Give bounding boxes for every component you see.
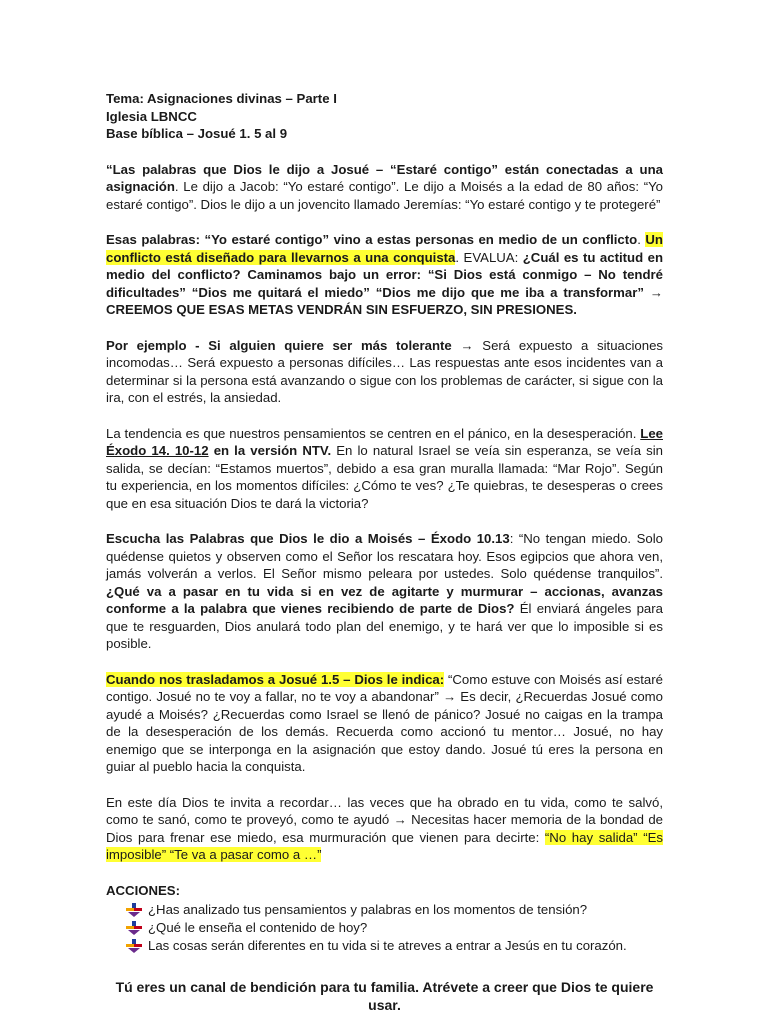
actions-title: ACCIONES:: [106, 882, 180, 898]
paragraph-4: [106, 425, 663, 513]
p2-bold-1: Esas palabras: “Yo estaré contigo” vino a estas personas en medio de un conflicto: [106, 232, 638, 247]
arrow-down-bullet-icon: [126, 939, 142, 953]
p2-mid: . EVALUA:: [455, 249, 523, 265]
paragraph-2: [106, 231, 663, 319]
paragraph-6: [106, 671, 663, 776]
actions-list: [106, 901, 663, 955]
p4-bold: en la versión NTV.: [208, 443, 332, 458]
actions-section: [106, 882, 663, 956]
p5-bold-1: Escucha las Palabras que Dios le dio a Moisés – Éxodo 10.13: [106, 531, 510, 546]
header-bible-base: Base bíblica – Josué 1. 5 al 9: [106, 126, 288, 141]
p5-text: Él enviará ángeles para que te resguarden, Dios anulará todo plan del enemigo, y te hará ver que lo imposible si es posible.: [106, 601, 663, 651]
p4-text: En lo natural Israel se veía sin esperanza, se veía sin salida, se decían: “Estamos muertos”, debido a esa gran muralla llamada: “Mar Rojo”. Según tu experiencia, en los momentos difíciles: ¿Cómo te ves? ¿Te quiebras, te desesperas o crees que en esa situación Dios te dará la victoria?: [106, 443, 663, 511]
list-item: [126, 919, 663, 937]
paragraph-5: [106, 530, 663, 653]
p7-start: En este día Dios te invita a recordar… las veces que ha obrado en tu vida, como te salvó, como te sanó, como te proveyó, como te ayudó → Necesitas hacer memoria de la bondad de Dios para frenar ese miedo, esa murmuración que vienen para decirte:: [106, 794, 663, 845]
p2-bold-2: ¿Cuál es tu actitud en medio del conflicto? Caminamos bajo un error: “Si Dios está conmigo – No tendré dificultades” “Dios me quitará el miedo” “Dios me dijo que me iba a transformar” → CREEMOS QUE ESAS METAS VENDRÁN SIN ESFUERZO, SIN PRESIONES.: [106, 249, 663, 317]
p5-mid: : “No tengan miedo. Solo quédense quietos y observen como el Señor los rescatara hoy. Esos egipcios que ahora ven, jamás volverán a verlos. El Señor mismo peleara por ustedes. Solo quédense tranquilos”.: [106, 531, 663, 581]
header-theme: Tema: Asignaciones divinas – Parte I: [106, 91, 337, 106]
p4-start: La tendencia es que nuestros pensamientos se centren en el pánico, en la desesperación.: [106, 425, 641, 441]
p6-highlight: Cuando nos trasladamos a Josué 1.5 – Dios le indica:: [106, 671, 445, 687]
action-item-text: Las cosas serán diferentes en tu vida si te atreves a entrar a Jesús en tu corazón.: [148, 938, 627, 954]
p5-bold-2: ¿Qué va a pasar en tu vida si en vez de agitarte y murmurar – accionas, avanzas conforme a la palabra que vienes recibiendo de parte de Dios?: [106, 583, 663, 616]
document-header: [106, 90, 663, 143]
p4-bible-ref: Lee Éxodo 14. 10-12: [106, 425, 663, 458]
paragraph-1: [106, 161, 663, 214]
closing-statement: Tú eres un canal de bendición para tu familia. Atrévete a creer que Dios te quiere usar.: [115, 979, 654, 1013]
header-church: Iglesia LBNCC: [106, 108, 197, 124]
p7-highlight: “No hay salida” “Es imposible” “Te va a pasar como a …”: [106, 829, 663, 862]
list-item: [126, 937, 663, 955]
p3-bold: Por ejemplo - Si alguien quiere ser más tolerante: [106, 337, 452, 353]
paragraph-7: [106, 794, 663, 864]
p1-text: . Le dijo a Jacob: “Yo estaré contigo”. Le dijo a Moisés a la edad de 80 años: “Yo estaré contigo”. Dios le dijo a un jovencito llamado Jeremías: “Yo estaré contigo y te protegeré”: [106, 179, 663, 212]
p2-highlight: Un conflicto está diseñado para llevarnos a una conquista: [106, 232, 663, 265]
p1-bold: “Las palabras que Dios le dijo a Josué – “Estaré contigo” están conectadas a una asignación: [106, 161, 663, 194]
list-item: [126, 901, 663, 919]
p6-text: “Como estuve con Moisés así estaré contigo. Josué no te voy a fallar, no te voy a abandonar” → Es decir, ¿Recuerdas Josué como ayudé a Moisés? ¿Recuerdas como Israel se llenó de pánico? Josué no caigas en la trampa de la desesperación de los demás. Recuerda como accionó tu mentor… Josué, no hay enemigo que se interponga en la asignación que estoy dando. Josué tú eres la persona en guiar al pueblo hacia la conquista.: [106, 671, 663, 774]
p2-dot: .: [637, 232, 646, 247]
action-item-text: ¿Has analizado tus pensamientos y palabras en los momentos de tensión?: [148, 902, 588, 918]
action-item-text: ¿Qué le enseña el contenido de hoy?: [148, 920, 368, 936]
paragraph-3: [106, 337, 663, 407]
arrow-down-bullet-icon: [126, 921, 142, 935]
arrow-down-bullet-icon: [126, 903, 142, 917]
p3-text: → Será expuesto a situaciones incomodas… Será expuesto a personas difíciles… Las respuestas ante esos incidentes van a determinar si la persona está avanzando o sigue con los problemas de carácter, si sigue con la ira, con el estrés, la ansiedad.: [106, 337, 664, 405]
